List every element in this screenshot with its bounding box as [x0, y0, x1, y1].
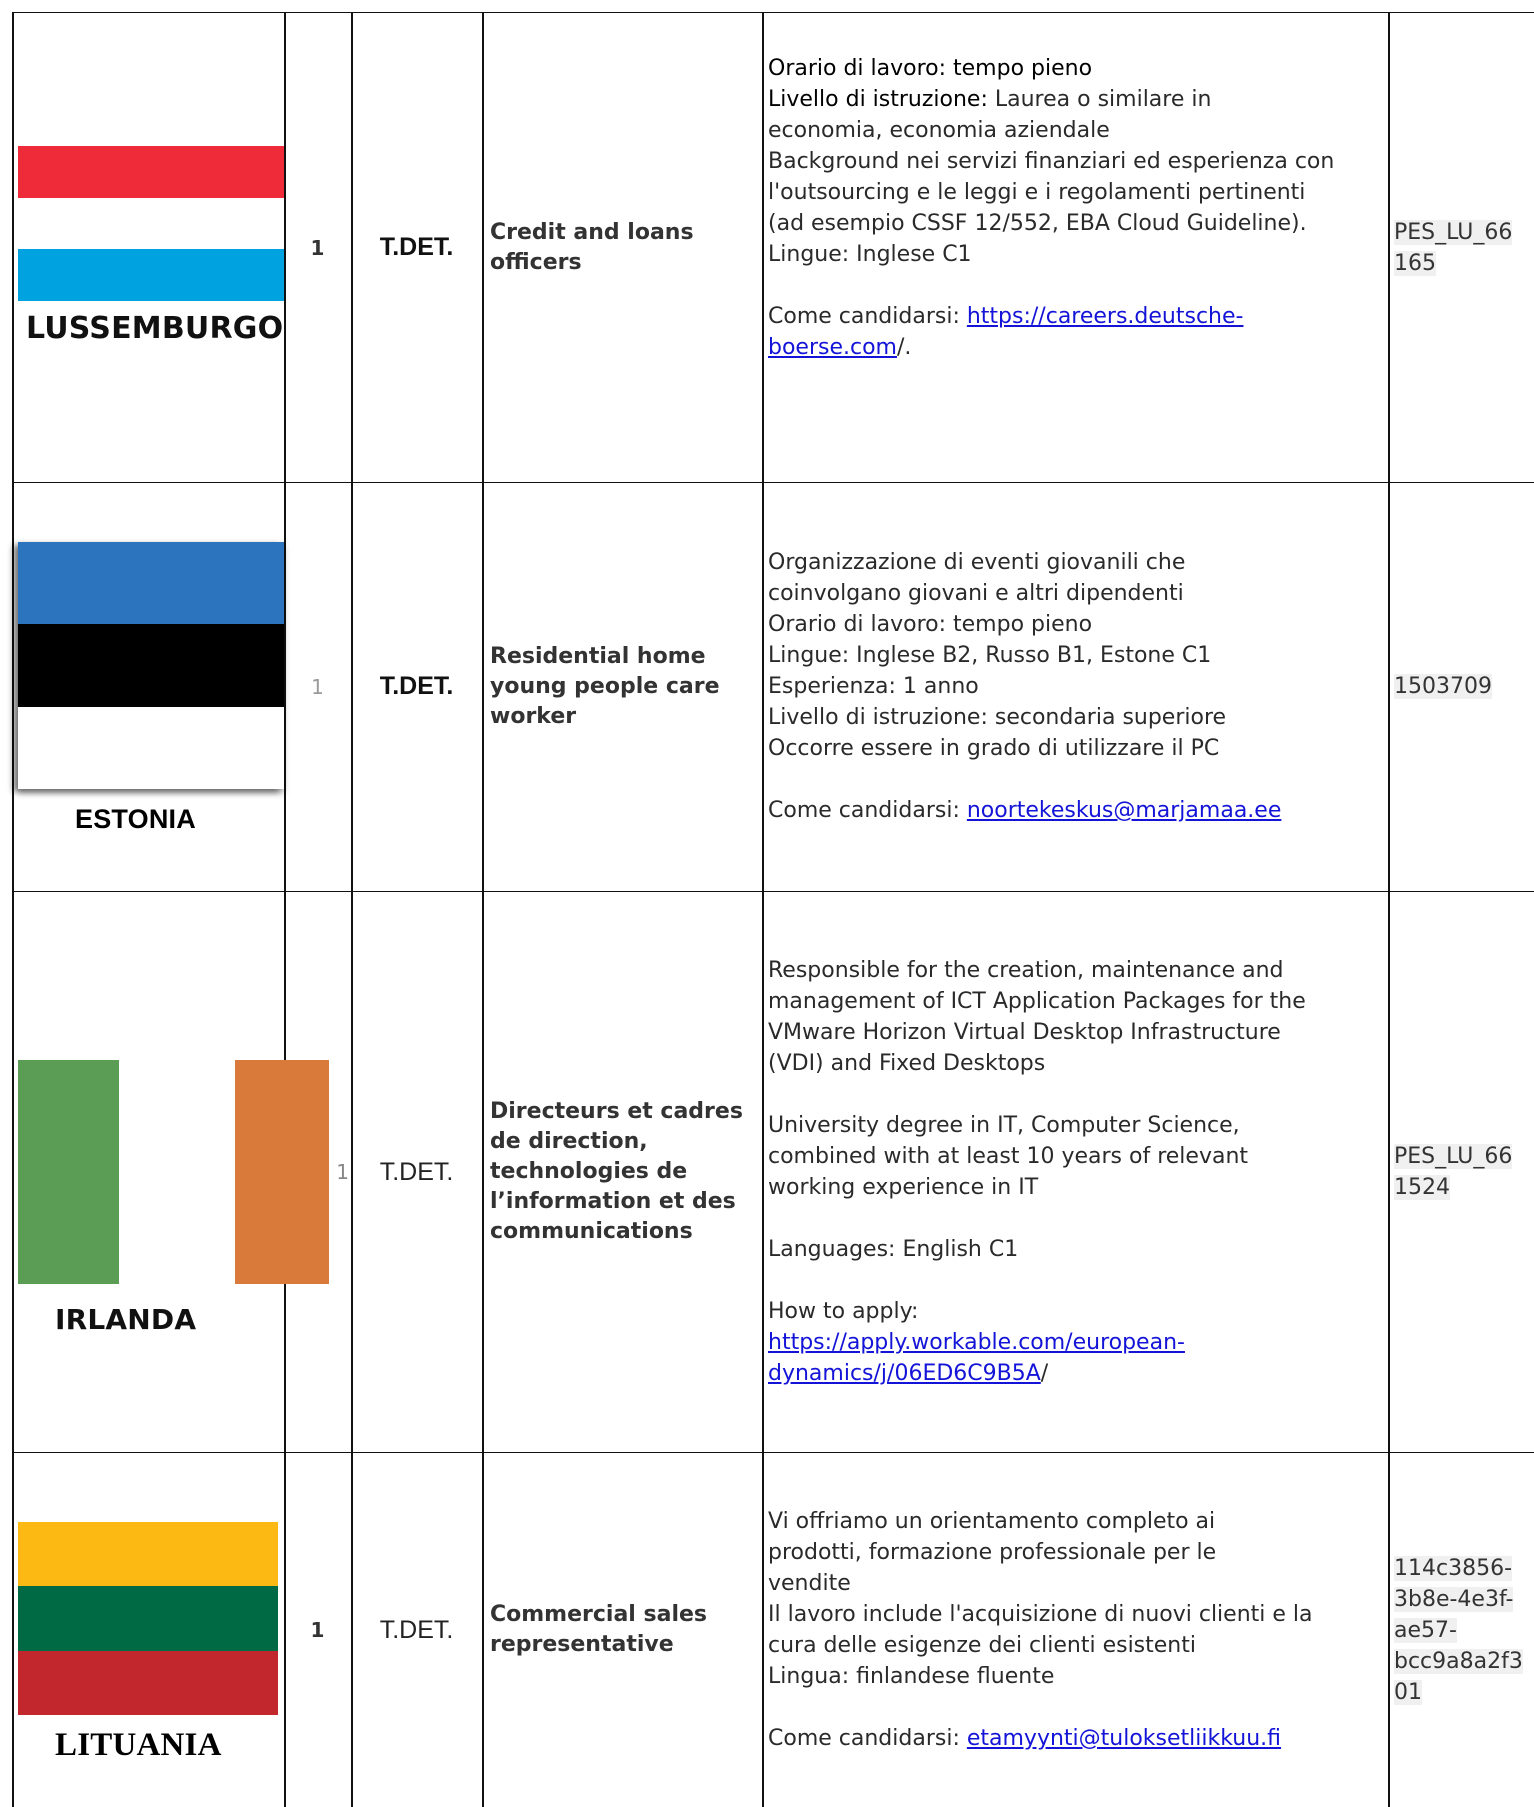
contract-type: T.DET. — [379, 1615, 454, 1644]
flag-cell — [12, 482, 284, 891]
job-description: Orario di lavoro: tempo pieno Livello di istruzione: Laurea o similare in economia, economia aziendale Background nei servizi finanziari ed esperienza con l'outsourcing e le leggi e i regolamenti pertinenti (ad esempio CSSF 12/552, EBA Cloud Guideline). Lingue: Inglese C1 Come candidarsi: https://careers.deutsche- boerse.com/. — [768, 56, 1335, 360]
flag-cell — [12, 13, 284, 482]
description-cell — [762, 1453, 1388, 1807]
quantity-cell — [284, 1453, 351, 1807]
apply-link[interactable]: boerse.com — [768, 335, 897, 360]
reference-code: PES_LU_66 165 — [1394, 219, 1513, 276]
estonia-flag-icon — [18, 542, 284, 789]
table-row-estonia — [12, 482, 1534, 892]
job-title: Credit and loans officers — [490, 219, 694, 275]
table-row-ireland — [12, 892, 1534, 1453]
contract-type: T.DET. — [379, 672, 454, 700]
description-cell — [762, 13, 1388, 482]
luxembourg-flag-icon — [18, 146, 284, 301]
quantity-cell — [284, 892, 351, 1452]
contract-cell — [351, 482, 482, 891]
table-row-lithuania — [12, 1453, 1534, 1807]
description-cell — [762, 482, 1388, 891]
quantity: 1 — [310, 235, 325, 260]
reference-cell — [1388, 892, 1534, 1452]
quantity-cell — [284, 13, 351, 482]
contract-type: T.DET. — [379, 1157, 454, 1186]
job-description: Organizzazione di eventi giovanili che coinvolgano giovani e altri dipendenti Orario di lavoro: tempo pieno Lingue: Inglese B2, Russo B1, Estone C1 Esperienza: 1 anno Livello di istruzione: secondaria superiore Occorre essere in grado di utilizzare il PC Come candidarsi: noortekeskus@marjamaa.ee — [768, 550, 1282, 823]
apply-email-link[interactable]: etamyynti@tuloksetliikkuu.fi — [966, 1726, 1282, 1751]
apply-link[interactable]: dynamics/j/06ED6C9B5A — [768, 1361, 1041, 1386]
lithuania-flag-icon — [18, 1522, 278, 1715]
job-title-cell — [482, 482, 762, 891]
job-description: Responsible for the creation, maintenance and management of ICT Application Packages for the VMware Horizon Virtual Desktop Infrastructure (VDI) and Fixed Desktops University degree in IT, Computer Science, combined with at least 10 years of relevant working experience in IT Languages: English C1 How to apply: https://apply.workable.com/european- dynamics/j/06ED6C9B5A/ — [768, 958, 1306, 1386]
ireland-flag-icon — [18, 1060, 329, 1284]
contract-cell — [351, 13, 482, 482]
job-title-cell — [482, 13, 762, 482]
job-title-cell — [482, 1453, 762, 1807]
reference-cell — [1388, 1453, 1534, 1807]
flag-cell — [12, 1453, 284, 1807]
contract-cell — [351, 1453, 482, 1807]
apply-email-link[interactable]: noortekeskus@marjamaa.ee — [966, 798, 1282, 823]
country-label: LUSSEMBURGO — [26, 311, 284, 346]
contract-cell — [351, 892, 482, 1452]
job-title-cell — [482, 892, 762, 1452]
contract-type: T.DET. — [379, 233, 454, 261]
country-label: IRLANDA — [55, 1303, 197, 1336]
quantity: 1 — [310, 1618, 325, 1642]
description-cell — [762, 892, 1388, 1452]
reference-cell — [1388, 13, 1534, 482]
job-title: Directeurs et cadres de direction, technologies de l’information et des communications — [490, 1099, 743, 1244]
country-label: LITUANIA — [55, 1727, 222, 1763]
reference-cell — [1388, 482, 1534, 891]
reference-code: 114c3856- 3b8e-4e3f- ae57- bcc9a8a2f3 01 — [1394, 1555, 1523, 1705]
quantity: 1 — [336, 1160, 349, 1184]
job-title: Residential home young people care worker — [490, 643, 720, 729]
quantity-cell — [284, 482, 351, 891]
job-title: Commercial sales representative — [490, 1602, 708, 1657]
quantity: 1 — [311, 674, 324, 699]
apply-link[interactable]: https://apply.workable.com/european- — [768, 1330, 1185, 1355]
table-row-luxembourg — [12, 12, 1534, 483]
reference-code: 1503709 — [1394, 674, 1492, 699]
job-description: Vi offriamo un orientamento completo ai prodotti, formazione professionale per le vendite Il lavoro include l'acquisizione di nuovi clienti e la cura delle esigenze dei clienti esistenti Lingua: finlandese fluente Come candidarsi: etamyynti@tuloksetliikkuu.fi — [768, 1509, 1313, 1751]
country-label: ESTONIA — [75, 804, 196, 834]
reference-code: PES_LU_66 1524 — [1394, 1144, 1513, 1200]
flag-cell — [12, 892, 284, 1452]
apply-link[interactable]: https://careers.deutsche- — [966, 304, 1244, 329]
